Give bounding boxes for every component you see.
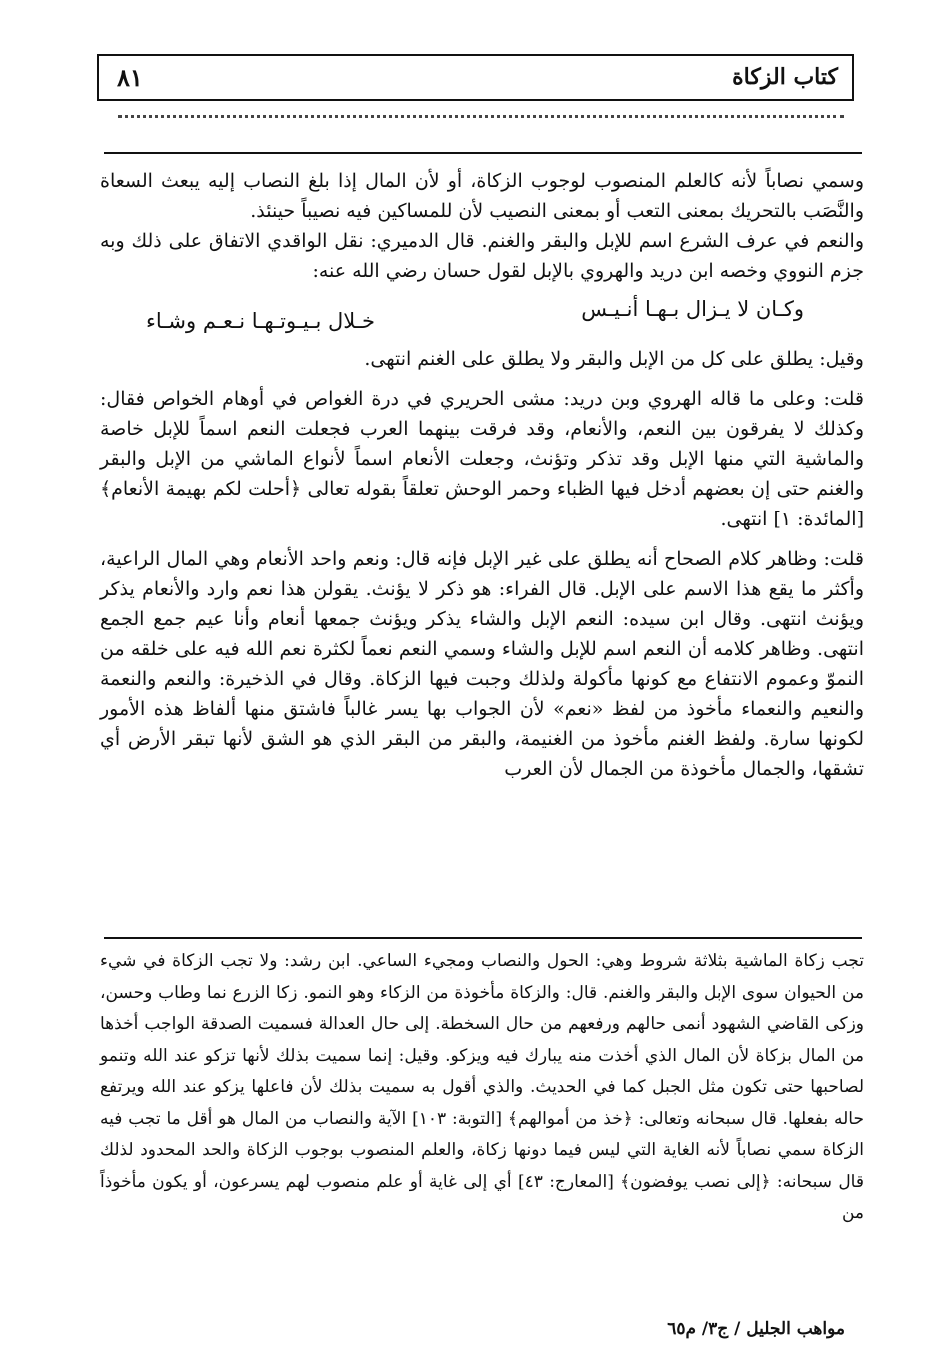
paragraph-naam-definition: والنعم في عرف الشرع اسم للإبل والبقر والغنم. قال الدميري: نقل الواقدي الاتفاق على ذلك وبه جزم النووي وخصه ابن دريد والهروي بالإبل لقول حسان رضي الله عنه: bbox=[100, 230, 864, 282]
paragraph-sihah: قلت: وظاهر كلام الصحاح أنه يطلق على غير الإبل فإنه قال: ونعم واحد الأنعام وهي المال الراعية، وأكثر ما يقع هذا الاسم على الإبل. قال الفراء: هو ذكر لا يؤنث. يقولن هذا نعم وارد والأنعام يذكر ويؤنث انتهى. وقال ابن سيده: النعم الإبل والشاء يذكر ويؤنث جمعها أنعام وأنا عيم جمع الجمع انتهى. وظاهر كلامه أن النعم اسم للإبل والشاء وسمي النعم نعماً لكثرة نعم الله فيه على خلقه من النموّ وعموم الانتفاع مع كونها مأكولة ولذلك وجبت فيها الزكاة. وقال في الذخيرة: والنعم والنعمة والنعيم والنعماء مأخوذ من لفظ «نعم» لأن الجواب بها يسر غالباً فاشتق منها ألفاظ هذه الأمور لكونها سارة. ولفظ الغنم مأخوذ من الغنيمة، والبقر من البقر الذي هو الشق لأنها تبقر الأرض أي تشقها، والجمال مأخوذة من الجمال لأن العرب bbox=[100, 548, 864, 780]
commentary-paragraph: تجب زكاة الماشية بثلاثة شروط وهي: الحول والنصاب ومجيء الساعي. ابن رشد: ولا تجب الزكاة في شيء من الحيوان سوى الإبل والبقر والغنم. قال: والزكاة مأخوذة من الزكاء وهو النمو. زكا الزرع نما وطاب وحسن، وزكى القاضي الشهود أنمى حالهم ورفعهم من حال السخطة. إلى حال العدالة فسميت الصدقة الواجب أخذها من المال بزكاة لأن المال الذي أخذت منه يبارك فيه ويزكو. وقيل: إنما سميت بذلك لأنها تزكو عند الله وتنمو لصاحبها حتى تكون مثل الجبل كما في الحديث. والذي أقول به سميت بذلك لأن فاعلها يزكو عند الله ويرتفع حاله بفعلها. قال سبحانه وتعالى: ﴿خذ من أموالهم﴾ [التوبة: ١٠٣] الآية والنصاب من المال هو أقل ما تجب فيه الزكاة سمي نصاباً لأنه الغاية التي ليس فيما دونها زكاة، والعلم المنصوب بوجوب الزكاة والحد المحدود لذلك قال سبحانه: ﴿إلى نصب يوفضون﴾ [المعارج: ٤٣] أي إلى غاية أو علم منصوب لهم يسرعون، أو يكون مأخوذاً من bbox=[100, 951, 864, 1223]
dotted-divider bbox=[118, 115, 844, 128]
main-text bbox=[100, 166, 864, 784]
poem-hemistich-right: وكـان لا يـزال بـهـا أنـيـس bbox=[581, 297, 804, 321]
footnote-rule bbox=[104, 937, 862, 939]
paragraph-nisab: وسمي نصاباً لأنه كالعلم المنصوب لوجوب الزكاة، أو لأن المال إذا بلغ النصاب إليه يبعث السعاة والنَّصَب بالتحريك بمعنى التعب أو بمعنى النصيب لأن للمساكين فيه نصيباً حينئذ. bbox=[100, 170, 864, 222]
paragraph-hariri: قلت: وعلى ما قاله الهروي وبن دريد: مشى الحريري في درة الغواص في أوهام الخواص فقال: وكذلك لا يفرقون بين النعم، والأنعام، وقد فرقت بينهما العرب فجعلت النعم اسماً للإبل خاصة والماشية التي منها الإبل وقد تذكر وتؤنث، وجعلت الأنعام اسماً لأنواع الماشي من الإبل والبقر والغنم حتى إن بعضهم أدخل فيها الظباء وحمر الوحش تعلقاً بقوله تعالى ﴿أحلت لكم بهيمة الأنعام﴾ [المائدة: ١] انتهى. bbox=[100, 388, 864, 530]
paragraph-qil: وقيل: يطلق على كل من الإبل والبقر ولا يطلق على الغنم انتهى. bbox=[364, 348, 864, 370]
page-number: ٨١ bbox=[117, 63, 143, 92]
poem-verse bbox=[146, 294, 804, 336]
book-title: كتاب الزكاة bbox=[732, 64, 838, 90]
page-signature: مواهب الجليل / ج٣/ م٦٥ bbox=[667, 1319, 845, 1339]
running-header bbox=[97, 54, 854, 101]
top-rule bbox=[104, 152, 862, 154]
commentary-text bbox=[100, 946, 864, 1230]
poem-hemistich-left: خـلال بـيـوتـهـا نـعـم وشـاء bbox=[146, 309, 375, 333]
